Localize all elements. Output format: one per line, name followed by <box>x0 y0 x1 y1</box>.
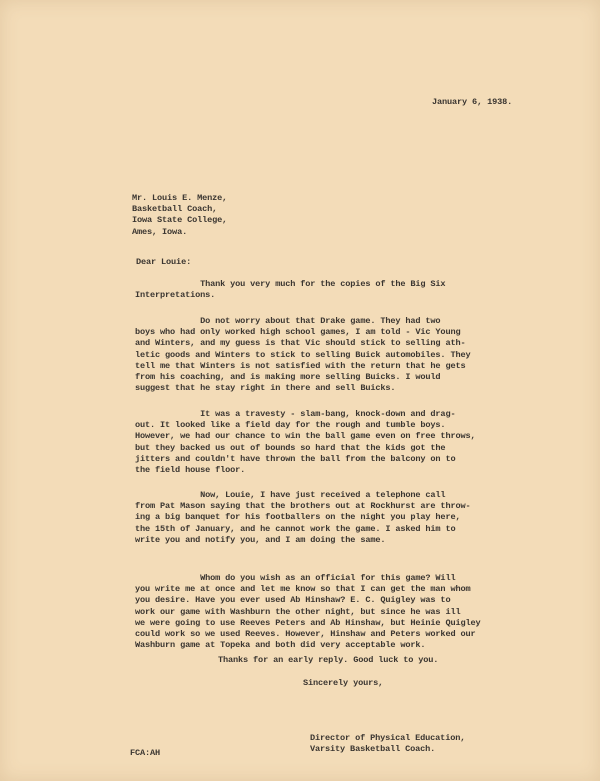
paragraph-travesty: It was a travesty - slam-bang, knock-down and drag- out. It looked like a field day for the rough and tumble boys. However, we had our chance to win the ball game even on free throws, but they backed us out of bounds so hard that the kids got the jitters and couldn't have thrown the ball from the balcony on to the field house floor. <box>135 409 476 476</box>
recipient-address <box>132 193 227 238</box>
signature-block <box>310 733 465 755</box>
signature-title-1: Director of Physical Education, <box>310 733 466 743</box>
paragraph-drake-game: Do not worry about that Drake game. They had two boys who had only worked high school games, I am told - Vic Young and Winters, and my guess is that Vic should stick to selling ath- letic goods and Winters to stick to selling Buick automobiles. They tell me that Winters is not satisfied with the return that he gets from his coaching, and is making more selling Buicks. I would suggest that he stay right in there and sell Buicks. <box>135 316 471 394</box>
paragraph-officials: Whom do you wish as an official for this game? Will you write me at once and let me know so that I can get the man whom you desire. Have you ever used Ab Hinshaw? E. C. Quigley was to work our game with Washburn the other night, but since he was ill we were going to use Reeves Peters and Ab Hinshaw, but Heinie Quigley could work so we used Reeves. However, Hinshaw and Peters worked our Washburn game at Topeka and both did very acceptable work. <box>135 573 481 651</box>
thanks-line: Thanks for an early reply. Good luck to you. <box>218 655 439 665</box>
paragraph-interpretations: Thank you very much for the copies of the Big Six Interpretations. <box>135 279 446 301</box>
recipient-name: Mr. Louis E. Menze, <box>132 193 228 203</box>
typist-initials: FCA:AH <box>130 748 161 758</box>
recipient-institution: Iowa State College, <box>132 215 228 226</box>
closing: Sincerely yours, <box>303 678 384 688</box>
salutation: Dear Louie: <box>136 257 192 267</box>
paragraph-pat-mason: Now, Louie, I have just received a telephone call from Pat Mason saying that the brothers out at Rockhurst are throw- ing a big banquet for his footballers on the night you play here, the 15th of January, and he cannot work the game. I asked him to write you and notify you, and I am doing the same. <box>135 490 471 545</box>
recipient-city: Ames, Iowa. <box>132 226 188 237</box>
letter-date: January 6, 1938. <box>432 97 513 107</box>
signature-title-2: Varsity Basketball Coach. <box>310 744 436 755</box>
recipient-title: Basketball Coach, <box>132 204 218 215</box>
